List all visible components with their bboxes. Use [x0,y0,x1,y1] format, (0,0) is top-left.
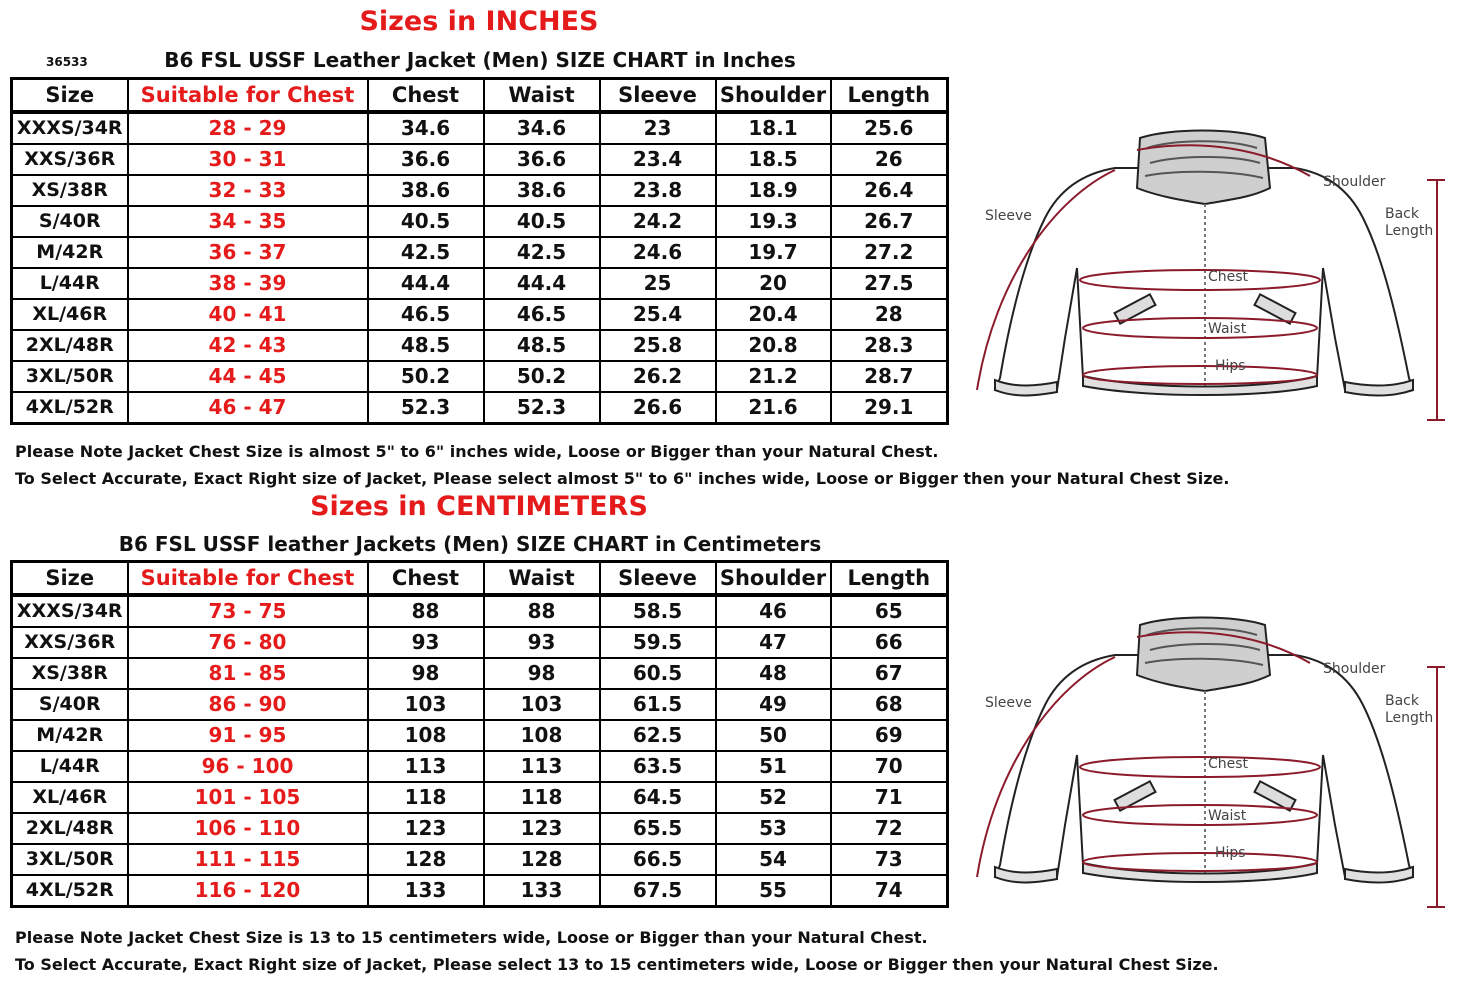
cell-waist: 50.2 [484,361,600,392]
cell-sleeve: 62.5 [600,720,716,751]
cell-shoulder: 51 [716,751,831,782]
label-hips: Hips [1215,358,1246,374]
header-length: Length [831,79,948,113]
cell-waist: 38.6 [484,175,600,206]
table-row [12,299,948,330]
table-row [12,268,948,299]
cell-size: XL/46R [12,782,128,813]
cell-waist: 44.4 [484,268,600,299]
cell-shoulder: 18.1 [716,112,831,144]
table-row [12,361,948,392]
cell-suitable-chest: 81 - 85 [128,658,368,689]
cell-suitable-chest: 30 - 31 [128,144,368,175]
cell-waist: 113 [484,751,600,782]
cell-length: 66 [831,627,948,658]
cell-sleeve: 26.2 [600,361,716,392]
cell-size: XXXS/34R [12,112,128,144]
cell-suitable-chest: 73 - 75 [128,595,368,627]
label-shoulder: Shoulder [1323,174,1386,190]
cell-waist: 36.6 [484,144,600,175]
cell-suitable-chest: 32 - 33 [128,175,368,206]
header-waist: Waist [484,79,600,113]
header-waist: Waist [484,562,600,596]
cell-chest: 118 [368,782,484,813]
inches-table-body [12,112,948,424]
jacket-outline [995,618,1413,883]
table-header-row [12,562,948,596]
cm-subtitle: B6 FSL USSF leather Jackets (Men) SIZE CHART in Centimeters [118,532,822,556]
cell-suitable-chest: 36 - 37 [128,237,368,268]
table-row [12,813,948,844]
table-row [12,720,948,751]
cell-shoulder: 55 [716,875,831,907]
cell-shoulder: 54 [716,844,831,875]
cm-note-1: Please Note Jacket Chest Size is 13 to 15 centimeters wide, Loose or Bigger than your Natural Chest. [15,928,928,947]
cell-waist: 34.6 [484,112,600,144]
cell-length: 26 [831,144,948,175]
cell-length: 69 [831,720,948,751]
table-row [12,595,948,627]
cell-length: 26.7 [831,206,948,237]
label-back: Back [1385,693,1419,709]
cm-big-title: Sizes in CENTIMETERS [310,491,648,522]
cell-suitable-chest: 116 - 120 [128,875,368,907]
label-sleeve: Sleeve [985,208,1032,224]
header-shoulder: Shoulder [716,79,831,113]
cell-shoulder: 48 [716,658,831,689]
cell-chest: 42.5 [368,237,484,268]
header-sleeve: Sleeve [600,562,716,596]
cell-shoulder: 21.6 [716,392,831,424]
inches-size-table [10,77,949,425]
cell-suitable-chest: 38 - 39 [128,268,368,299]
cell-length: 27.5 [831,268,948,299]
label-waist: Waist [1208,321,1247,337]
cell-sleeve: 23 [600,112,716,144]
cell-sleeve: 65.5 [600,813,716,844]
cell-chest: 103 [368,689,484,720]
cell-length: 26.4 [831,175,948,206]
cell-size: S/40R [12,206,128,237]
cell-shoulder: 50 [716,720,831,751]
cell-length: 28 [831,299,948,330]
label-length: Length [1385,223,1434,239]
header-chest: Chest [368,562,484,596]
cell-size: M/42R [12,720,128,751]
cell-shoulder: 46 [716,595,831,627]
cell-chest: 128 [368,844,484,875]
cell-sleeve: 23.4 [600,144,716,175]
cell-shoulder: 47 [716,627,831,658]
label-hips: Hips [1215,845,1246,861]
jacket-illustration [965,615,1445,915]
cell-chest: 52.3 [368,392,484,424]
table-row [12,330,948,361]
inches-subtitle: B6 FSL USSF Leather Jacket (Men) SIZE CHART in Inches [164,48,796,72]
cell-suitable-chest: 111 - 115 [128,844,368,875]
cell-shoulder: 20.8 [716,330,831,361]
cell-waist: 52.3 [484,392,600,424]
cell-size: 3XL/50R [12,844,128,875]
table-row [12,844,948,875]
header-length: Length [831,562,948,596]
cell-size: S/40R [12,689,128,720]
cell-sleeve: 59.5 [600,627,716,658]
cell-chest: 50.2 [368,361,484,392]
cell-waist: 98 [484,658,600,689]
cell-length: 74 [831,875,948,907]
cell-chest: 123 [368,813,484,844]
header-suitable-chest: Suitable for Chest [128,79,368,113]
cell-length: 67 [831,658,948,689]
cell-waist: 88 [484,595,600,627]
cell-chest: 34.6 [368,112,484,144]
cell-sleeve: 63.5 [600,751,716,782]
cell-length: 28.7 [831,361,948,392]
cell-suitable-chest: 91 - 95 [128,720,368,751]
cell-size: L/44R [12,268,128,299]
label-sleeve: Sleeve [985,695,1032,711]
cell-chest: 44.4 [368,268,484,299]
cell-sleeve: 25 [600,268,716,299]
cell-suitable-chest: 40 - 41 [128,299,368,330]
cell-suitable-chest: 106 - 110 [128,813,368,844]
table-row [12,627,948,658]
cell-length: 73 [831,844,948,875]
header-size: Size [12,562,128,596]
label-shoulder: Shoulder [1323,661,1386,677]
table-row [12,658,948,689]
jacket-measurement-diagram [965,615,1445,915]
cell-length: 25.6 [831,112,948,144]
cell-shoulder: 19.7 [716,237,831,268]
cell-sleeve: 26.6 [600,392,716,424]
cell-suitable-chest: 101 - 105 [128,782,368,813]
cell-size: 2XL/48R [12,813,128,844]
cell-waist: 46.5 [484,299,600,330]
cell-sleeve: 58.5 [600,595,716,627]
header-shoulder: Shoulder [716,562,831,596]
cell-size: XS/38R [12,175,128,206]
cell-shoulder: 20.4 [716,299,831,330]
table-row [12,392,948,424]
cell-sleeve: 67.5 [600,875,716,907]
header-size: Size [12,79,128,113]
label-length: Length [1385,710,1434,726]
cell-sleeve: 24.2 [600,206,716,237]
cell-chest: 88 [368,595,484,627]
cell-waist: 133 [484,875,600,907]
table-row [12,237,948,268]
cell-chest: 93 [368,627,484,658]
cell-suitable-chest: 28 - 29 [128,112,368,144]
cell-size: XXS/36R [12,144,128,175]
cell-sleeve: 60.5 [600,658,716,689]
cell-length: 29.1 [831,392,948,424]
cell-shoulder: 21.2 [716,361,831,392]
table-row [12,751,948,782]
jacket-measurement-diagram [965,128,1445,428]
jacket-outline [995,131,1413,396]
cell-size: 3XL/50R [12,361,128,392]
cell-suitable-chest: 44 - 45 [128,361,368,392]
cell-waist: 48.5 [484,330,600,361]
cell-shoulder: 18.5 [716,144,831,175]
cell-size: XXXS/34R [12,595,128,627]
cell-suitable-chest: 86 - 90 [128,689,368,720]
cell-waist: 93 [484,627,600,658]
cell-length: 65 [831,595,948,627]
cell-chest: 98 [368,658,484,689]
cell-size: M/42R [12,237,128,268]
cell-size: XS/38R [12,658,128,689]
label-chest: Chest [1208,756,1249,772]
cell-chest: 133 [368,875,484,907]
header-sleeve: Sleeve [600,79,716,113]
cell-length: 71 [831,782,948,813]
table-row [12,689,948,720]
cell-shoulder: 19.3 [716,206,831,237]
cell-length: 68 [831,689,948,720]
cell-waist: 103 [484,689,600,720]
cell-size: 2XL/48R [12,330,128,361]
cell-waist: 42.5 [484,237,600,268]
inches-note-1: Please Note Jacket Chest Size is almost 5" to 6" inches wide, Loose or Bigger than your Natural Chest. [15,442,939,461]
cell-chest: 48.5 [368,330,484,361]
cell-chest: 113 [368,751,484,782]
cell-length: 72 [831,813,948,844]
table-row [12,206,948,237]
cell-size: 4XL/52R [12,392,128,424]
cell-sleeve: 64.5 [600,782,716,813]
cm-note-2: To Select Accurate, Exact Right size of Jacket, Please select 13 to 15 centimeters wide, Loose or Bigger then your Natural Chest Size. [15,955,1219,974]
cell-shoulder: 18.9 [716,175,831,206]
cell-sleeve: 24.6 [600,237,716,268]
cell-sleeve: 61.5 [600,689,716,720]
cell-chest: 36.6 [368,144,484,175]
cell-sleeve: 25.4 [600,299,716,330]
cell-suitable-chest: 76 - 80 [128,627,368,658]
cell-chest: 108 [368,720,484,751]
table-row [12,144,948,175]
cell-length: 27.2 [831,237,948,268]
label-chest: Chest [1208,269,1249,285]
cell-waist: 128 [484,844,600,875]
cell-chest: 40.5 [368,206,484,237]
cell-chest: 38.6 [368,175,484,206]
inches-big-title: Sizes in INCHES [359,6,599,37]
cell-sleeve: 66.5 [600,844,716,875]
cell-length: 70 [831,751,948,782]
cell-suitable-chest: 34 - 35 [128,206,368,237]
inches-note-2: To Select Accurate, Exact Right size of Jacket, Please select almost 5" to 6" inches wide, Loose or Bigger then your Natural Chest Size. [15,469,1230,488]
table-header-row [12,79,948,113]
cell-waist: 108 [484,720,600,751]
cell-size: XXS/36R [12,627,128,658]
cell-suitable-chest: 42 - 43 [128,330,368,361]
header-suitable-chest: Suitable for Chest [128,562,368,596]
cell-chest: 46.5 [368,299,484,330]
table-row [12,175,948,206]
table-row [12,112,948,144]
header-chest: Chest [368,79,484,113]
cell-shoulder: 52 [716,782,831,813]
cell-size: XL/46R [12,299,128,330]
cell-suitable-chest: 46 - 47 [128,392,368,424]
cell-waist: 40.5 [484,206,600,237]
cell-waist: 123 [484,813,600,844]
product-code: 36533 [46,55,88,69]
cell-waist: 118 [484,782,600,813]
cell-sleeve: 25.8 [600,330,716,361]
cm-size-table [10,560,949,908]
cell-size: L/44R [12,751,128,782]
table-row [12,875,948,907]
table-row [12,782,948,813]
cell-size: 4XL/52R [12,875,128,907]
jacket-illustration [965,128,1445,428]
cell-length: 28.3 [831,330,948,361]
cell-suitable-chest: 96 - 100 [128,751,368,782]
cell-shoulder: 53 [716,813,831,844]
cell-sleeve: 23.8 [600,175,716,206]
cell-shoulder: 20 [716,268,831,299]
label-back: Back [1385,206,1419,222]
cell-shoulder: 49 [716,689,831,720]
cm-table-body [12,595,948,907]
label-waist: Waist [1208,808,1247,824]
